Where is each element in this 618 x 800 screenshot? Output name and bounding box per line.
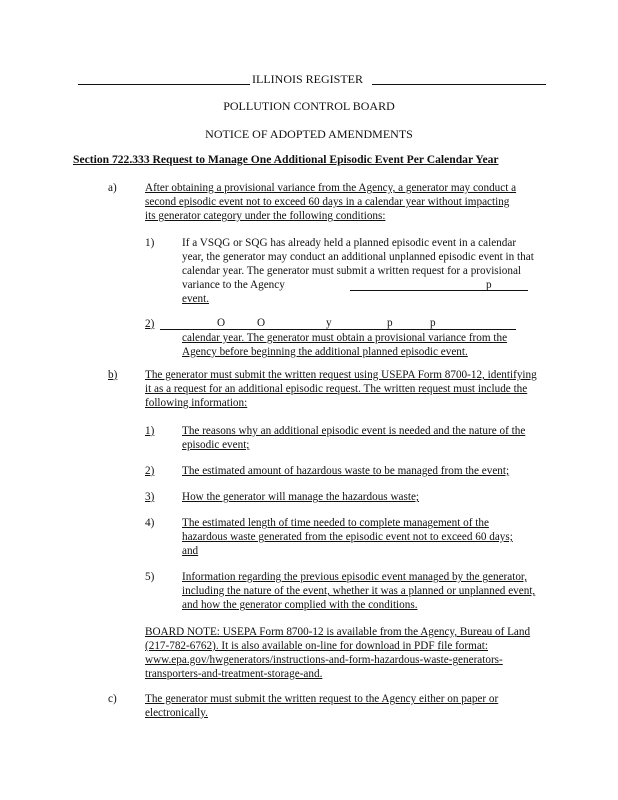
para-b3-text: How the generator will manage the hazardous waste;: [182, 491, 420, 503]
para-b1-label: 1): [145, 425, 155, 437]
para-b1-text: The reasons why an additional episodic event is needed and the nature of the episodic event;: [182, 425, 526, 451]
para-a1-end: event.: [182, 293, 210, 305]
para-b-label: b): [108, 369, 118, 381]
para-a2-frag-2: O: [257, 317, 266, 329]
para-a1-label: 1): [145, 237, 155, 249]
para-b5-text: Information regarding the previous episodic event managed by the generator, including the nature of the event, whether it was a planned or unplanned event, and how the generator complied with the conditions.: [182, 571, 536, 611]
para-a1-text: If a VSQG or SQG has already held a planned episodic event in a calendar year, the generator may conduct an additional unplanned episodic event in that calendar year. The generator must submit a written request for a provisional variance to the Agency: [182, 237, 534, 291]
para-b4-label: 4): [145, 517, 155, 529]
para-c-text: The generator must submit the written request to the Agency either on paper or electronically.: [145, 693, 499, 719]
board-note: BOARD NOTE: USEPA Form 8700-12 is available from the Agency, Bureau of Land (217-782-6762). It is also available on-line for download in PDF file format: www.epa.gov/hwgenerators/instructions-and-form-hazardous-waste-generators-transporters-and-treatment-storage-and.: [145, 626, 531, 680]
para-a-text: After obtaining a provisional variance from the Agency, a generator may conduct a second episodic event not to exceed 60 days in a calendar year without impacting its generator category under the following conditions:: [145, 182, 517, 222]
para-b-text: The generator must submit the written request using USEPA Form 8700-12, identifying it as a request for an additional episodic request. The written request must include the following information:: [145, 369, 537, 409]
para-a-label: a): [108, 182, 117, 194]
para-b3-label: 3): [145, 491, 155, 503]
header-register: ILLINOIS REGISTER: [252, 72, 363, 86]
para-a2-label: 2): [145, 318, 155, 330]
para-a2-frag-1: O: [217, 317, 226, 329]
para-a2-blank-line: [160, 329, 516, 330]
para-a2-frag-4: p: [387, 317, 393, 329]
header-rule-right: [372, 84, 546, 85]
section-title: Section 722.333 Request to Manage One Additional Episodic Event Per Calendar Year: [73, 153, 499, 166]
para-a2-frag-5: p: [430, 317, 436, 329]
para-b2-text: The estimated amount of hazardous waste to be managed from the event;: [182, 465, 510, 477]
header-board: POLLUTION CONTROL BOARD: [223, 99, 395, 113]
header-rule-left: [78, 84, 250, 85]
para-a2-frag-3: y: [326, 317, 332, 329]
para-c-label: c): [108, 693, 117, 705]
para-b5-label: 5): [145, 571, 155, 583]
para-b2-label: 2): [145, 465, 155, 477]
para-b4-text: The estimated length of time needed to complete management of the hazardous waste generated from the episodic event not to exceed 60 days; and: [182, 517, 513, 557]
para-a1-fragment: p: [486, 279, 492, 291]
para-a1-blank-line: [350, 290, 528, 291]
header-notice: NOTICE OF ADOPTED AMENDMENTS: [205, 127, 413, 141]
para-a2-text: calendar year. The generator must obtain a provisional variance from the Agency before beginning the additional planned episodic event.: [182, 332, 508, 358]
